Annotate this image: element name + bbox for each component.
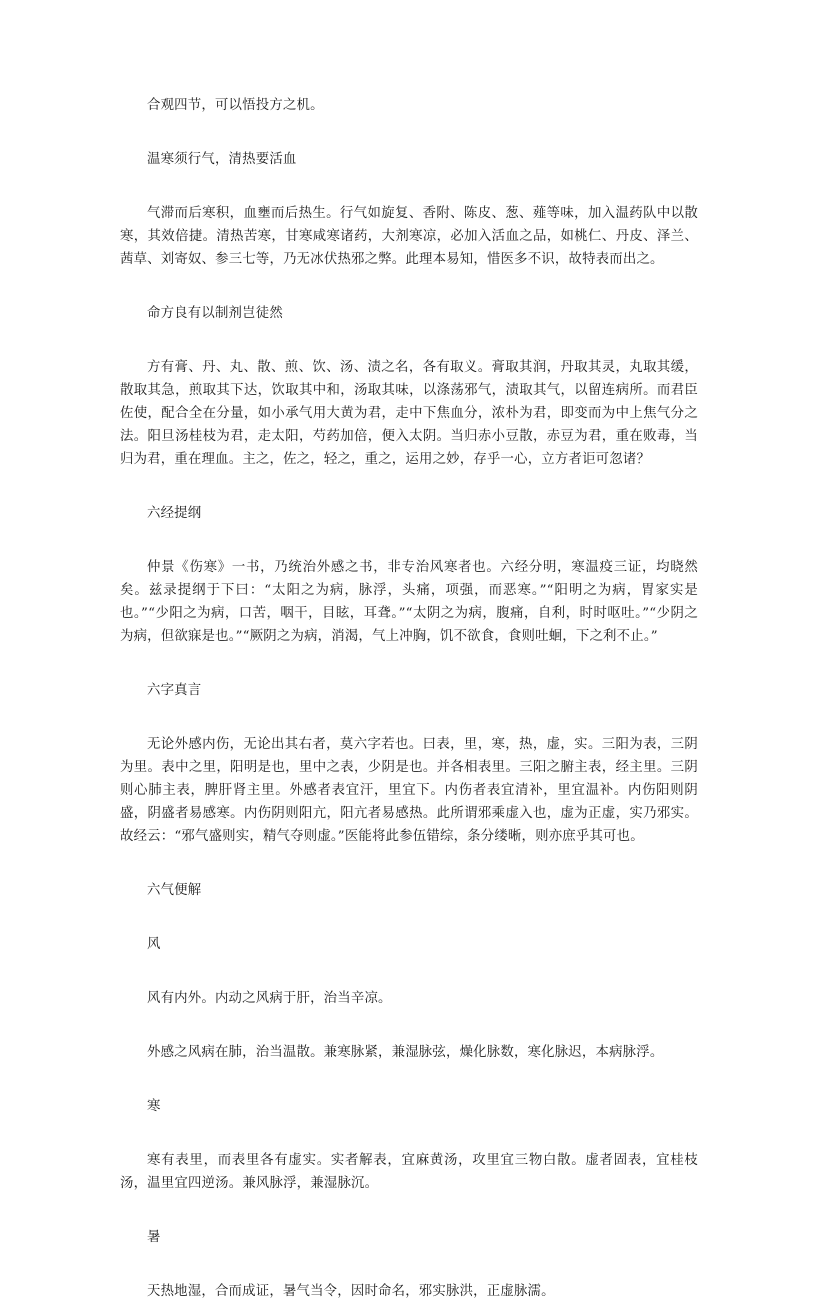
section-paragraph: 方有膏、丹、丸、散、煎、饮、汤、渍之名，各有取义。膏取其润，丹取其灵，丸取其缓，散取其急，煎取其下达，饮取其中和，汤取其味，以涤荡邪气，渍取其气，以留连病所。而君臣佐使，配合全在分量，如小承气用大黄为君，走中下焦血分，浓朴为君，即变而为中上焦气分之法。阳旦汤桂枝为君，走太阳，芍药加倍，便入太阴。当归赤小豆散，赤豆为君，重在败毒，当归为君，重在理血。主之，佐之，轻之，重之，运用之妙，存乎一心，立方者讵可忽诸？: [120, 360, 698, 467]
section-paragraph: 仲景《伤寒》一书，乃统治外感之书，非专治风寒者也。六经分明，寒温疫三证，均晓然矣。兹录提纲于下曰：“太阳之为病，脉浮，头痛，项强，而恶寒。”“阳明之为病，胃家实是也。”“少阳之为病，口苦，咽干，目眩，耳聋。”“太阴之为病，腹痛，自利，时时呕吐。”“少阴之为病，但欲寐是也。”“厥阴之为病，消渴，气上冲胸，饥不欲食，食则吐蛔，下之利不止。”: [120, 560, 698, 644]
section-heading: 六经提纲: [147, 506, 202, 521]
section-paragraph: 无论外感内伤，无论出其右者，莫六字若也。曰表，里，寒，热，虚，实。三阳为表，三阴为里。表中之里，阳明是也，里中之表，少阴是也。并各相表里。三阳之腑主表，经主里。三阴则心肺主表，脾肝肾主里。外感者表宜汗，里宜下。内伤者表宜清补，里宜温补。内伤阳则阴盛，阴盛者易感寒。内伤阴则阳亢，阳亢者易感热。此所谓邪乘虚入也，虚为正虚，实乃邪实。故经云：“邪气盛则实，精气夺则虚。”医能将此参伍错综，条分缕晰，则亦庶乎其可也。: [120, 737, 698, 844]
intro-line: 合观四节，可以悟投方之机。: [147, 98, 324, 113]
section-paragraph: 气滞而后寒积，血壅而后热生。行气如旋复、香附、陈皮、葱、薤等味，加入温药队中以散寒，其效倍捷。清热苦寒，甘寒咸寒诸药，大剂寒凉，必加入活血之品，如桃仁、丹皮、泽兰、茜草、刘寄奴、参三七等，乃无冰伏热邪之弊。此理本易知，惜医多不识，故特表而出之。: [120, 206, 698, 267]
section-paragraph: 风有内外。内动之风病于肝，治当辛凉。: [147, 991, 392, 1006]
subsection-heading: 寒: [147, 1099, 161, 1114]
section-heading: 温寒须行气，清热要活血: [147, 152, 297, 167]
section-paragraph: 寒有表里，而表里各有虚实。实者解表，宜麻黄汤，攻里宜三物白散。虚者固表，宜桂枝汤，温里宜四逆汤。兼风脉浮，兼湿脉沉。: [120, 1153, 698, 1191]
document-page: [120, 94, 698, 1303]
section-heading: 六字真言: [147, 683, 202, 698]
subsection-heading: 风: [147, 937, 161, 952]
section-paragraph: 天热地湿，合而成证，暑气当令，因时命名，邪实脉洪，正虚脉濡。: [147, 1284, 555, 1299]
subsection-heading: 暑: [147, 1230, 161, 1245]
section-paragraph: 外感之风病在肺，治当温散。兼寒脉紧，兼湿脉弦，燥化脉数，寒化脉迟，本病脉浮。: [147, 1045, 664, 1060]
section-heading: 六气便解: [147, 883, 202, 898]
section-heading: 命方良有以制剂岂徒然: [147, 306, 283, 321]
